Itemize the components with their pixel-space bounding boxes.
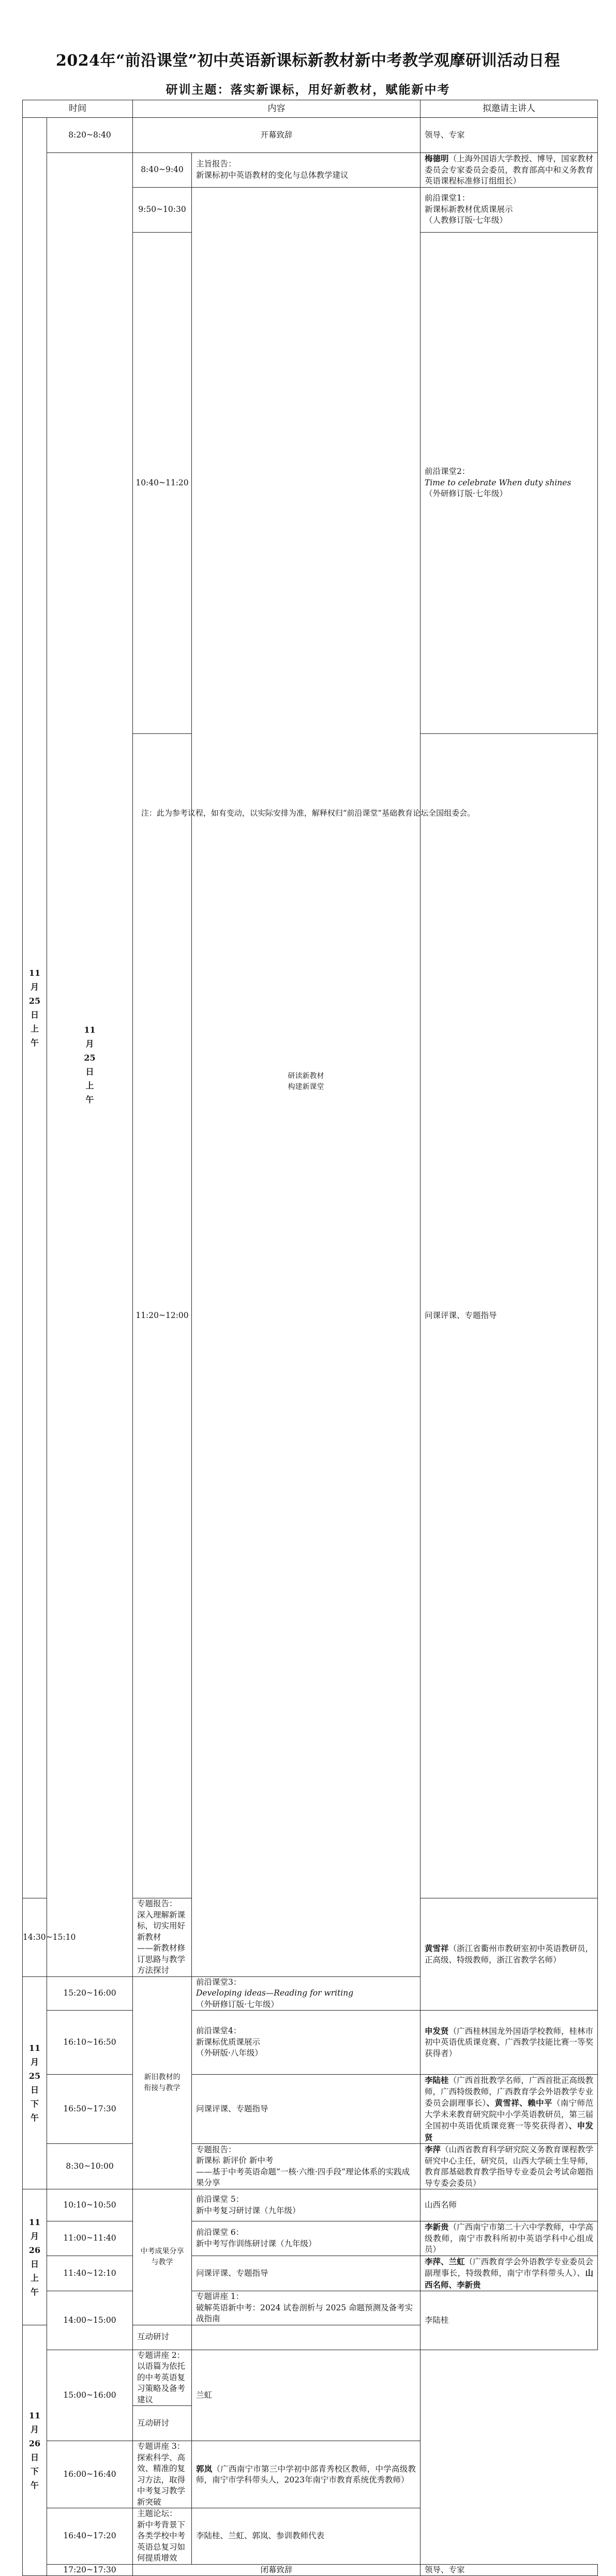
footnote: 注：此为参考议程，如有变动，以实际安排为准，解释权归“前沿课堂”基础教育论坛全国组委会。 bbox=[141, 808, 475, 818]
session-content bbox=[133, 2350, 192, 2406]
session-speaker bbox=[192, 2350, 420, 2441]
session-heading: 问课评课、专题指导 bbox=[425, 1311, 497, 1321]
session-speaker bbox=[420, 2564, 598, 2576]
session-heading: 前沿课堂3： bbox=[196, 1977, 242, 1987]
session-text: 破解英语新中考：2024 试卷剖析与 2025 命题预测及备考实战指南 bbox=[196, 2303, 413, 2323]
speaker-name: 郭岚 bbox=[196, 2463, 213, 2474]
session-text: 新中考复习研讨课（九年级） bbox=[196, 2205, 301, 2215]
session-heading: 前沿课堂 5： bbox=[196, 2195, 244, 2204]
day-label-char: 11 bbox=[28, 2217, 41, 2227]
page-title: 2024年“前沿课堂”初中英语新课标新教材新中考教学观摩研训活动日程 bbox=[55, 52, 560, 70]
session-time: 9:50~10:30 bbox=[133, 187, 192, 232]
speaker-name: 领导、专家 bbox=[425, 130, 465, 140]
session-content bbox=[192, 2189, 420, 2221]
table-row bbox=[23, 153, 598, 188]
session-speaker bbox=[420, 1898, 598, 2011]
theme-line: 构建新课堂 bbox=[288, 1083, 324, 1091]
day-label-char: 上 bbox=[85, 1080, 94, 1091]
speaker-name: 李陆桂 bbox=[425, 2075, 449, 2085]
session-content bbox=[192, 2011, 420, 2075]
session-time: 16:10~16:50 bbox=[47, 2011, 133, 2075]
session-speaker bbox=[420, 2144, 598, 2189]
session-heading: 专题讲座 3： bbox=[137, 2442, 185, 2451]
session-text: （外研修订版·七年级） bbox=[425, 489, 507, 498]
session-content bbox=[192, 2291, 420, 2325]
speaker-name: 梅德明 bbox=[425, 154, 449, 163]
session-content bbox=[192, 2075, 420, 2144]
session-content bbox=[133, 2508, 192, 2565]
session-time: 16:00~16:40 bbox=[47, 2441, 133, 2508]
session-content bbox=[192, 2144, 420, 2189]
day-label-char: 午 bbox=[30, 1038, 39, 1048]
day-label-char: 上 bbox=[30, 1024, 39, 1034]
session-time: 15:00~16:00 bbox=[47, 2350, 133, 2441]
session-content bbox=[420, 232, 598, 734]
theme-line: 新旧教材的 bbox=[144, 2073, 181, 2081]
table-row bbox=[23, 2011, 598, 2075]
session-text: Developing ideas—Reading for writing bbox=[196, 1988, 354, 1998]
speaker-description: （南宁师范大学未来教育研究院中小学英语教研员，第三届全国初中英语优质课竞赛一等奖获得者） bbox=[425, 2098, 593, 2130]
session-content bbox=[192, 2221, 420, 2256]
day-label bbox=[23, 2189, 47, 2325]
session-text: 新课标优质课展示 bbox=[196, 2037, 261, 2047]
day-label bbox=[23, 118, 47, 1898]
header-content: 内容 bbox=[133, 100, 420, 118]
speaker-description: （广西桂林国龙外国语学校教师，桂林市初中英语优质课竞赛、广西教学技能比赛一等奖获得者） bbox=[425, 2026, 593, 2058]
session-text: 新课标新教材优质课展示 bbox=[425, 204, 513, 214]
session-time: 17:20~17:30 bbox=[47, 2564, 133, 2576]
table-row bbox=[23, 118, 598, 153]
page-subtitle: 研训主题：落实新课标，用好新教材，赋能新中考 bbox=[166, 83, 450, 97]
theme-line: 衔接与教学 bbox=[144, 2083, 181, 2092]
session-text: 互动研讨 bbox=[137, 2332, 170, 2342]
session-speaker bbox=[420, 2256, 598, 2291]
session-time: 11:20~12:00 bbox=[133, 734, 192, 1898]
session-theme bbox=[133, 1976, 192, 2189]
session-heading: 专题报告： bbox=[196, 2144, 236, 2154]
day-label-char: 午 bbox=[30, 2480, 39, 2490]
table-row bbox=[23, 2075, 598, 2144]
session-time: 14:30~15:10 bbox=[23, 1898, 47, 1977]
speaker-name: 黄雪祥 bbox=[425, 1943, 449, 1953]
table-row bbox=[23, 2221, 598, 2256]
session-heading: 问课评课、专题指导 bbox=[196, 2268, 268, 2278]
theme-line: 与教学 bbox=[151, 2258, 173, 2266]
table-row bbox=[23, 2291, 598, 2325]
session-text: （人教修订版·七年级） bbox=[425, 216, 507, 225]
day-label-char: 25 bbox=[28, 2071, 41, 2081]
session-text: 深入理解新课标，切实用好新教材 bbox=[137, 1910, 186, 1942]
day-label-char: 日 bbox=[30, 1010, 39, 1020]
day-label-char: 午 bbox=[30, 2112, 39, 2123]
speaker-description: （广西南宁市第二十六中学教师，中学高级教师，南宁市教科所初中英语学科中心组成员） bbox=[425, 2222, 593, 2254]
day-label-char: 月 bbox=[30, 2424, 39, 2434]
session-content bbox=[192, 2256, 420, 2291]
theme-line: 中考成果分享 bbox=[140, 2247, 184, 2256]
day-label-char: 月 bbox=[30, 2231, 39, 2241]
session-time: 8:20~8:40 bbox=[47, 118, 133, 153]
session-time: 10:10~10:50 bbox=[47, 2189, 133, 2221]
session-time: 8:30~10:00 bbox=[47, 2144, 133, 2189]
speaker-description: （广西南宁市第三中学初中部青秀校区教师，中学高级教师，南宁市学科带头人，2023年南宁市教育系统优秀教师） bbox=[196, 2464, 416, 2485]
session-text: 新中考背景下各类学校中考英语总复习如何提质增效 bbox=[137, 2520, 186, 2563]
day-label-char: 日 bbox=[30, 2259, 39, 2269]
session-text: 新课标初中英语教材的变化与总体教学建议 bbox=[196, 170, 349, 180]
table-row bbox=[23, 2144, 598, 2189]
session-heading: 专题讲座 1： bbox=[196, 2292, 244, 2301]
session-text: Time to celebrate When duty shines bbox=[425, 478, 572, 487]
table-header-row bbox=[23, 100, 598, 118]
day-label bbox=[47, 153, 133, 1977]
day-label-char: 月 bbox=[85, 1038, 94, 1049]
session-activity bbox=[133, 2406, 192, 2441]
session-text: ——新教材修订思路与教学方法探讨 bbox=[137, 1943, 186, 1975]
day-label-char: 月 bbox=[30, 2057, 39, 2067]
session-time: 10:40~11:20 bbox=[133, 232, 192, 734]
session-time: 8:40~9:40 bbox=[133, 153, 192, 188]
session-time: 14:00~15:00 bbox=[47, 2291, 133, 2350]
speaker-name: 领导、专家 bbox=[425, 2565, 465, 2574]
theme-line: 研读新教材 bbox=[288, 1072, 324, 1080]
session-text: 以语篇为依托的中考英语复习策略及备考建议 bbox=[137, 2362, 186, 2404]
session-time: 16:40~17:20 bbox=[47, 2508, 133, 2565]
session-content bbox=[192, 153, 420, 188]
speaker-name: 、申发贤 bbox=[425, 2121, 593, 2142]
day-label-char: 日 bbox=[85, 1066, 94, 1077]
day-label-char: 11 bbox=[84, 1024, 96, 1035]
speaker-name: 山西名师、李新贵 bbox=[425, 2268, 593, 2290]
table-row bbox=[23, 2189, 598, 2221]
speaker-name: 李陆桂 bbox=[425, 2315, 449, 2325]
header-time: 时间 bbox=[23, 100, 133, 118]
session-text: 新课标 新评价 新中考 bbox=[196, 2156, 274, 2165]
session-activity bbox=[133, 2325, 192, 2350]
session-content bbox=[133, 2441, 192, 2508]
speaker-description: （山西省教育科学研究院义务教育课程教学研究中心主任，研究员，山西大学硕士生导师，教育部基础教育教学指导专业委员会考试命题指导专委会委员） bbox=[425, 2145, 593, 2188]
session-text: 互动研讨 bbox=[137, 2418, 170, 2428]
day-label-char: 下 bbox=[30, 2466, 39, 2476]
speaker-name: 、黄雪祥、赖中平 bbox=[486, 2098, 552, 2108]
speaker-name: 申发贤 bbox=[425, 2026, 449, 2036]
session-heading: 前沿课堂1： bbox=[425, 193, 470, 203]
session-speaker bbox=[420, 153, 598, 188]
speaker-name: 山西名师 bbox=[425, 2200, 457, 2210]
opening-remarks: 开幕致辞 bbox=[133, 118, 420, 153]
session-content bbox=[420, 187, 598, 232]
session-content bbox=[192, 1976, 420, 2011]
session-time: 15:20~16:00 bbox=[47, 1976, 133, 2011]
day-label bbox=[23, 1976, 47, 2189]
session-speaker bbox=[420, 2221, 598, 2256]
session-text: 探索科学、高效、精准的复习方法，取得中考复习教学新突破 bbox=[137, 2452, 186, 2507]
session-heading: 前沿课堂2： bbox=[425, 467, 470, 476]
session-text: ——基于中考英语命题“一核·六维·四手段”理论体系的实践成果分享 bbox=[196, 2167, 410, 2187]
speaker-description: （广西教育学会外语教学专业委员会副理事长，特级教师，南宁市学科带头人）、 bbox=[425, 2257, 593, 2278]
day-label-char: 26 bbox=[28, 2245, 41, 2255]
day-label-char: 日 bbox=[30, 2084, 39, 2095]
session-text: （外研版·八年级） bbox=[196, 2048, 263, 2058]
header-speaker: 拟邀请主讲人 bbox=[420, 100, 598, 118]
session-speaker bbox=[420, 2189, 598, 2221]
session-heading: 前沿课堂4： bbox=[196, 2026, 242, 2036]
speaker-name: 兰虹 bbox=[196, 2390, 213, 2400]
day-label-char: 午 bbox=[30, 2287, 39, 2297]
session-speaker bbox=[420, 2291, 598, 2350]
day-label-char: 月 bbox=[30, 982, 39, 992]
session-heading: 主题论坛： bbox=[137, 2509, 177, 2518]
session-content bbox=[133, 1898, 192, 1977]
speaker-description: （广西首批教学名师，广西首批正高级教师，广西特级教师，广西教育学会外语教学专业委员会副理事长） bbox=[425, 2076, 593, 2108]
session-time: 11:40~12:10 bbox=[47, 2256, 133, 2291]
session-text: （外研修订版·七年级） bbox=[196, 1999, 279, 2009]
day-label bbox=[23, 2325, 47, 2576]
session-content bbox=[420, 734, 598, 1898]
day-label-char: 25 bbox=[84, 1052, 96, 1063]
day-label-char: 下 bbox=[30, 2098, 39, 2109]
day-label-char: 11 bbox=[28, 2043, 41, 2053]
session-speaker bbox=[192, 2508, 420, 2565]
speaker-name: 李萍、兰虹 bbox=[425, 2256, 465, 2266]
speaker-name: 李陆桂、兰虹、郭岚、参训教师代表 bbox=[196, 2531, 325, 2540]
session-time: 16:50~17:30 bbox=[47, 2075, 133, 2144]
day-label-char: 日 bbox=[30, 2452, 39, 2462]
closing-remarks: 闭幕致辞 bbox=[133, 2564, 420, 2576]
table-row bbox=[23, 2256, 598, 2291]
session-heading: 专题报告： bbox=[137, 1899, 177, 1908]
speaker-description: （上海外国语大学教授、博导，国家教材委员会专家委员会委员，教育部高中和义务教育英语课程标准修订组组长） bbox=[425, 154, 593, 186]
session-heading: 专题讲座 2： bbox=[137, 2350, 185, 2360]
session-heading: 问课评课、专题指导 bbox=[196, 2104, 268, 2113]
day-label-char: 11 bbox=[28, 2410, 41, 2420]
table-row bbox=[23, 2564, 598, 2576]
session-heading: 主旨报告： bbox=[196, 159, 236, 169]
session-speaker bbox=[192, 2441, 420, 2508]
session-heading: 前沿课堂 6： bbox=[196, 2228, 244, 2237]
session-text: 新中考写作训练研讨课（九年级） bbox=[196, 2238, 317, 2248]
schedule-table bbox=[22, 100, 598, 2576]
day-label-char: 26 bbox=[28, 2438, 41, 2448]
speaker-name: 李新贵 bbox=[425, 2222, 449, 2232]
day-label-char: 25 bbox=[28, 996, 41, 1006]
session-speaker bbox=[420, 2011, 598, 2075]
speaker-name: 李萍 bbox=[425, 2144, 441, 2154]
table-row bbox=[23, 2441, 598, 2508]
session-speaker bbox=[420, 2075, 598, 2144]
day-label-char: 上 bbox=[30, 2273, 39, 2283]
session-time: 11:00~11:40 bbox=[47, 2221, 133, 2256]
day-label-char: 11 bbox=[28, 968, 41, 978]
session-theme bbox=[192, 187, 420, 1976]
table-row bbox=[23, 2508, 598, 2565]
speaker-description: （浙江省衢州市教研室初中英语教研员，正高级、特级教师，浙江省教学名师） bbox=[425, 1944, 593, 1965]
session-speaker bbox=[420, 118, 598, 153]
session-theme bbox=[133, 2189, 192, 2325]
day-label-char: 午 bbox=[85, 1094, 94, 1105]
table-row bbox=[23, 2350, 598, 2406]
